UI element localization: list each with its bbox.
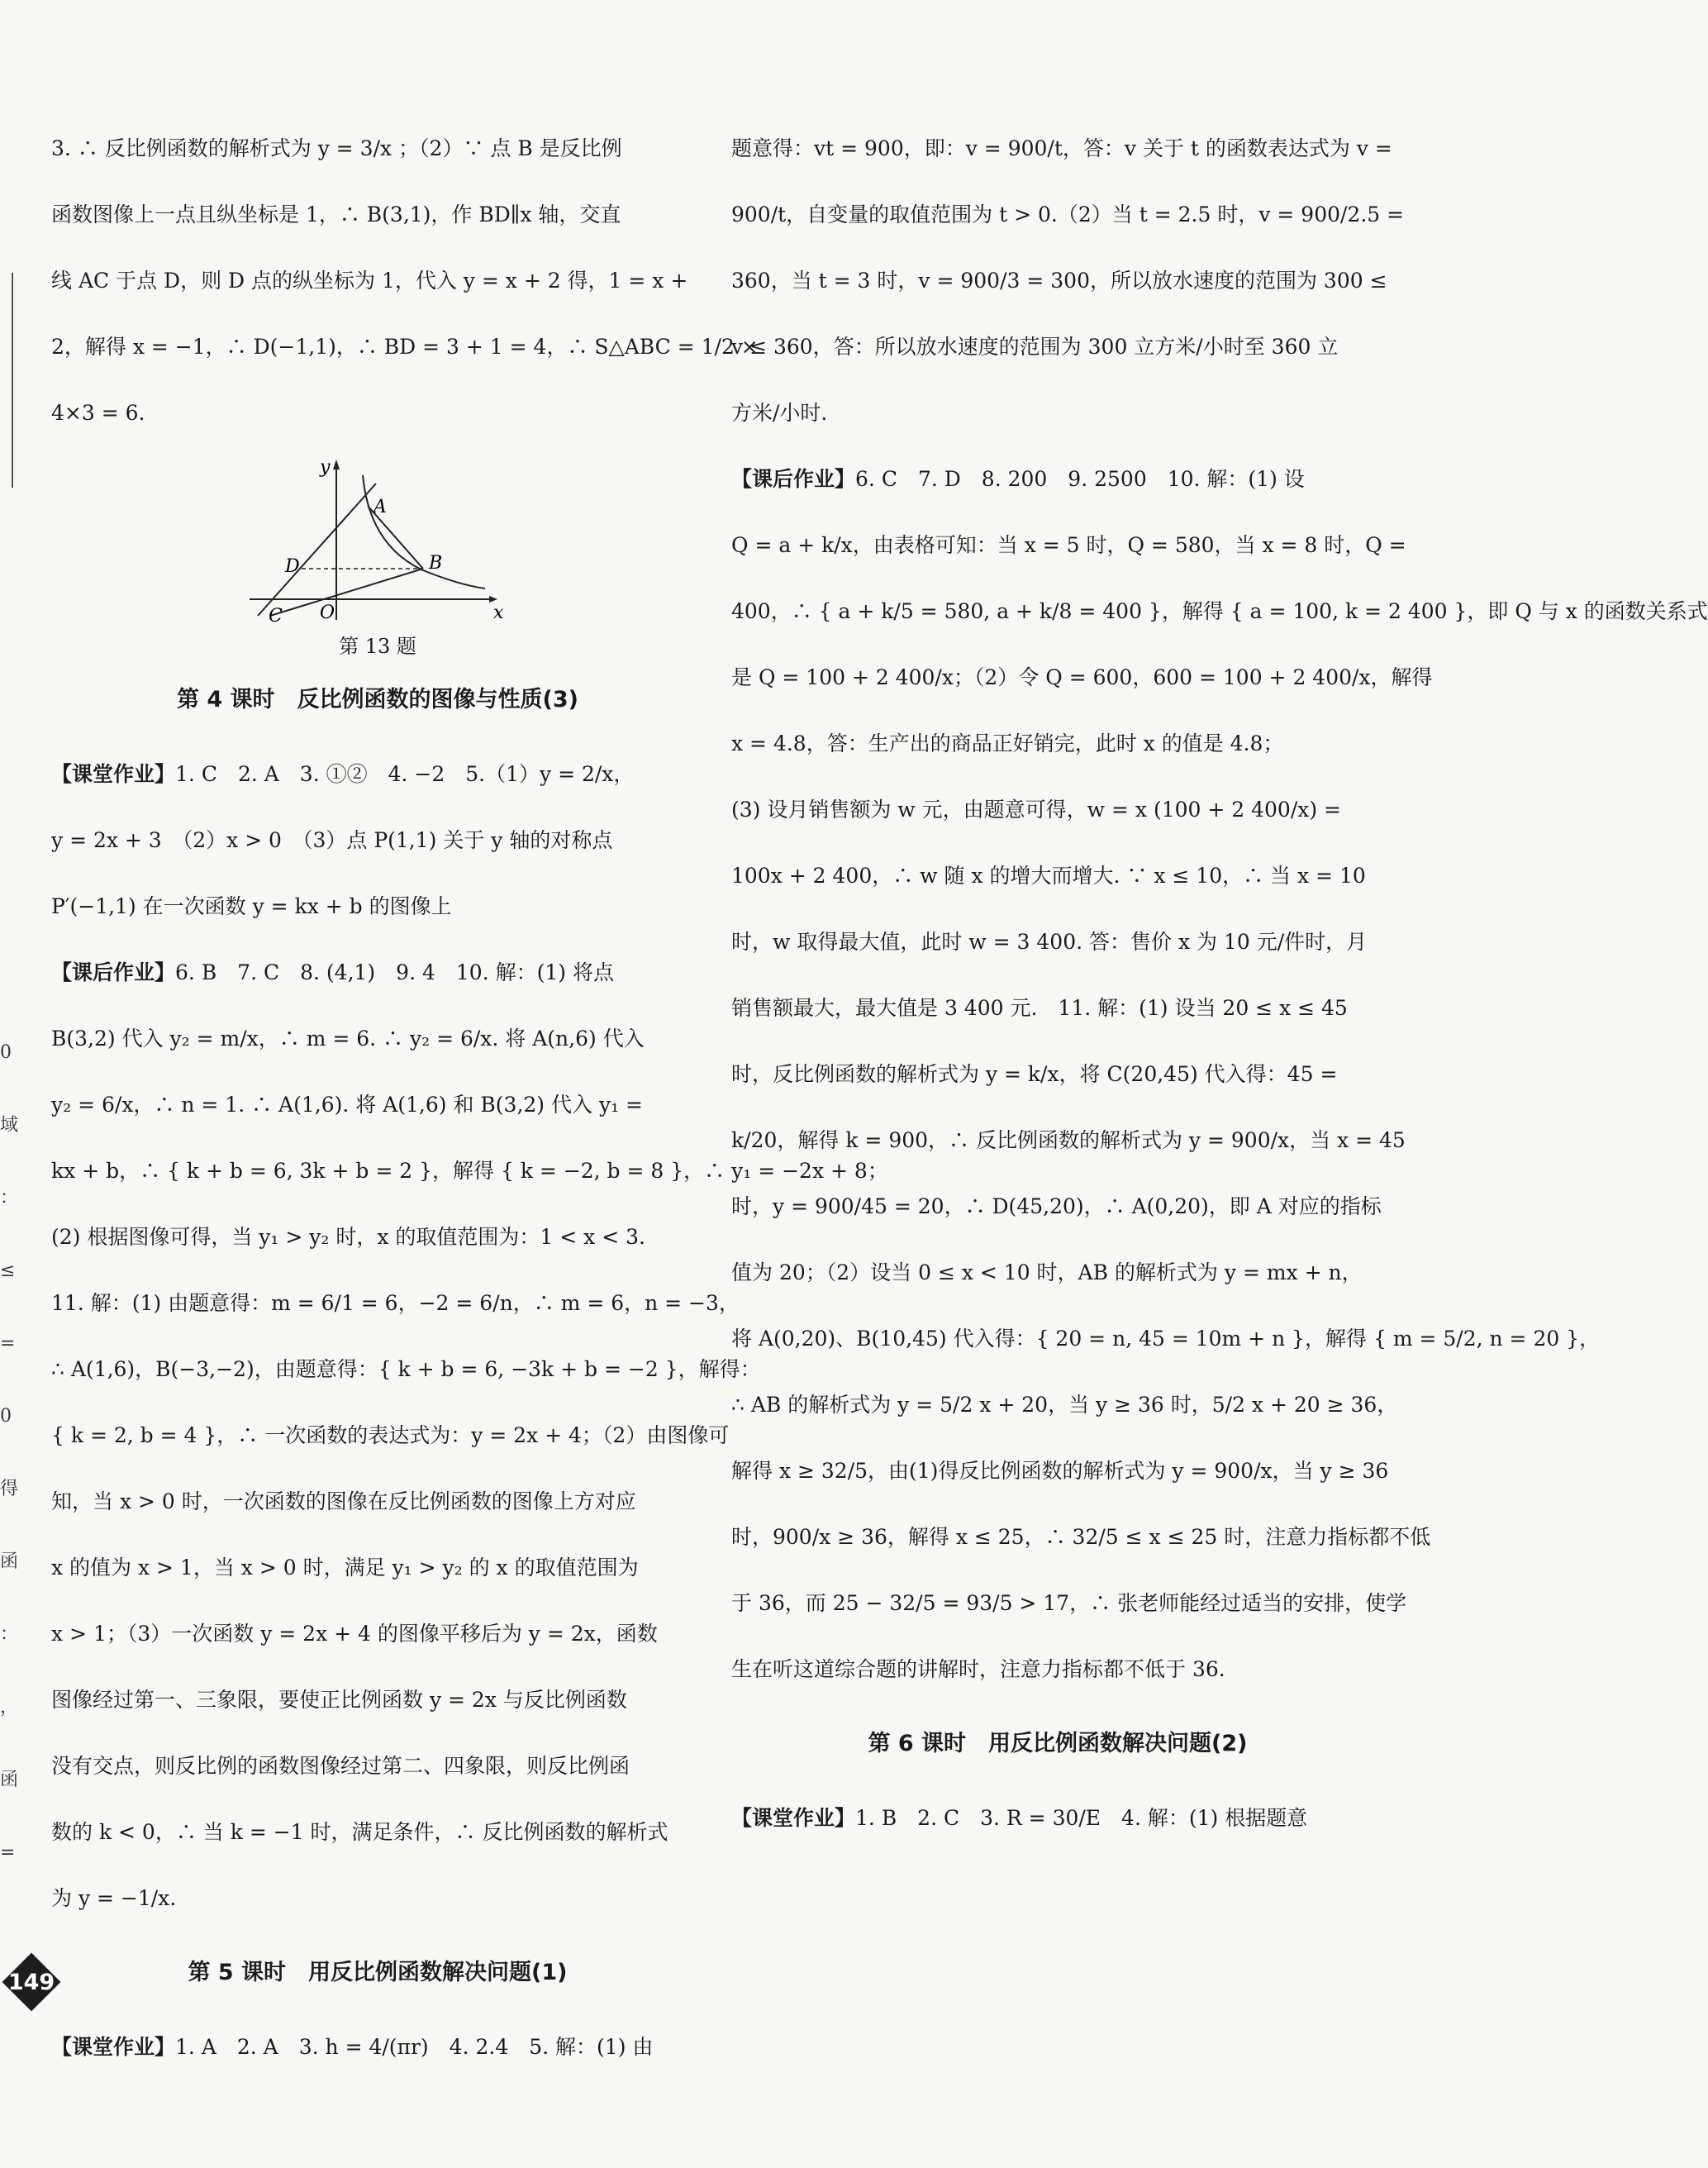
binding-edge-rule xyxy=(0,273,13,488)
text-line: 2，解得 x = −1，∴ D(−1,1)，∴ BD = 3 + 1 = 4，∴ S△ABC = 1/2 × xyxy=(51,335,759,359)
label-y: y xyxy=(320,457,331,478)
text-line: y₂ = 6/x，∴ n = 1. ∴ A(1,6). 将 A(1,6) 和 B(3,2) 代入 y₁ = xyxy=(51,1093,643,1117)
text-line: 时，y = 900/45 = 20，∴ D(45,20)，∴ A(0,20)，即 A 对应的指标 xyxy=(731,1194,1382,1218)
edge-fragment: = xyxy=(0,1333,16,1354)
line-text: 6. B 7. C 8. (4,1) 9. 4 10. 解：(1) 将点 xyxy=(175,960,614,984)
section-label: 【课堂作业】 xyxy=(731,1806,856,1830)
text-line: 时，w 取得最大值，此时 w = 3 400. 答：售价 x 为 10 元/件时，月 xyxy=(731,930,1368,954)
graph-diagram xyxy=(245,455,510,628)
text-line: 解得 x ≥ 32/5，由(1)得反比例函数的解析式为 y = 900/x，当 y ≥ 36 xyxy=(731,1459,1389,1483)
text-line xyxy=(731,1785,1384,1851)
text-line: x > 1；（3）一次函数 y = 2x + 4 的图像平移后为 y = 2x，函数 xyxy=(51,1622,658,1646)
text-line: 数的 k < 0，∴ 当 k = −1 时，满足条件，∴ 反比例函数的解析式 xyxy=(51,1820,668,1844)
label-A: A xyxy=(373,497,387,517)
text-line: { k = 2, b = 4 }，∴ 一次函数的表达式为：y = 2x + 4；（2）由图像可 xyxy=(51,1423,730,1447)
section-label: 【课堂作业】 xyxy=(51,762,176,786)
label-B: B xyxy=(429,553,443,574)
text-line: 没有交点，则反比例的函数图像经过第二、四象限，则反比例函 xyxy=(51,1754,630,1778)
text-line: (2) 根据图像可得，当 y₁ > y₂ 时，x 的取值范围为：1 < x < 3. xyxy=(51,1225,645,1249)
label-D: D xyxy=(285,556,300,577)
edge-fragment: 0 xyxy=(0,1042,12,1063)
text-line: 为 y = −1/x. xyxy=(51,1886,177,1910)
figure-caption: 第 13 题 xyxy=(339,635,416,658)
text-line: 100x + 2 400，∴ w 随 x 的增大而增大. ∵ x ≤ 10，∴ 当 x = 10 xyxy=(731,864,1366,888)
text-line: 题意得：vt = 900，即：v = 900/t，答：v 关于 t 的函数表达式为 v = xyxy=(731,136,1392,160)
label-O: O xyxy=(320,603,335,623)
text-line: 11. 解：(1) 由题意得：m = 6/1 = 6，−2 = 6/n，∴ m = 6，n = −3， xyxy=(51,1291,740,1315)
section-label: 【课后作业】 xyxy=(731,467,856,491)
text-line xyxy=(51,940,704,1006)
edge-fragment: 域 xyxy=(0,1115,19,1136)
page-number-badge xyxy=(2,1952,61,2012)
text-line: 图像经过第一、三象限，要使正比例函数 y = 2x 与反比例函数 xyxy=(51,1688,627,1712)
text-line: 400，∴ { a + k/5 = 580, a + k/8 = 400 }，解得 { a = 100, k = 2 400 }，即 Q 与 x 的函数关系式 xyxy=(731,599,1708,623)
text-line: Q = a + k/x，由表格可知：当 x = 5 时，Q = 580，当 x = 8 时，Q = xyxy=(731,533,1406,557)
text-line: 是 Q = 100 + 2 400/x；（2）令 Q = 600，600 = 100 + 2 400/x，解得 xyxy=(731,665,1433,689)
text-line: 值为 20；（2）设当 0 ≤ x < 10 时，AB 的解析式为 y = mx + n， xyxy=(731,1260,1363,1284)
text-line: 线 AC 于点 D，则 D 点的纵坐标为 1，代入 y = x + 2 得，1 = x + xyxy=(51,269,688,293)
text-line: 360，当 t = 3 时，v = 900/3 = 300，所以放水速度的范围为 300 ≤ xyxy=(731,269,1387,293)
text-line: 3. ∴ 反比例函数的解析式为 y = 3/x ；（2）∵ 点 B 是反比例 xyxy=(51,136,622,160)
section-label: 【课后作业】 xyxy=(51,960,176,984)
text-line: 4×3 = 6. xyxy=(51,401,145,425)
text-line: 900/t，自变量的取值范围为 t > 0.（2）当 t = 2.5 时，v = 900/2.5 = xyxy=(731,203,1405,226)
text-line: 方米/小时. xyxy=(731,401,828,425)
text-line: P′(−1,1) 在一次函数 y = kx + b 的图像上 xyxy=(51,894,452,918)
text-line: B(3,2) 代入 y₂ = m/x，∴ m = 6. ∴ y₂ = 6/x. 将 A(n,6) 代入 xyxy=(51,1027,645,1051)
text-line: 销售额最大，最大值是 3 400 元. 11. 解：(1) 设当 20 ≤ x ≤ 45 xyxy=(731,996,1348,1020)
edge-fragment: 函 xyxy=(0,1770,19,1790)
figure-13 xyxy=(51,455,704,659)
line-text: 1. C 2. A 3. ①② 4. −2 5.（1）y = 2/x， xyxy=(175,762,635,786)
edge-fragment: 得 xyxy=(0,1479,19,1499)
text-line: x 的值为 x > 1，当 x > 0 时，满足 y₁ > y₂ 的 x 的取值范围为 xyxy=(51,1556,639,1580)
section-label: 【课堂作业】 xyxy=(51,2035,176,2059)
section-heading: 第 5 课时 用反比例函数解决问题(1) xyxy=(188,1960,568,1985)
text-line: 将 A(0,20)、B(10,45) 代入得：{ 20 = n, 45 = 10m + n }，解得 { m = 5/2, n = 20 }， xyxy=(731,1327,1601,1351)
text-line: 于 36，而 25 − 32/5 = 93/5 > 17，∴ 张老师能经过适当的安排，使学 xyxy=(731,1591,1407,1615)
edge-fragment: 0 xyxy=(0,1406,12,1427)
edge-fragment: ， xyxy=(0,1697,19,1718)
edge-fragment: ： xyxy=(0,1624,19,1645)
right-column xyxy=(731,116,1708,1851)
text-line: x = 4.8，答：生产出的商品正好销完，此时 x 的值是 4.8； xyxy=(731,731,1284,755)
text-line: y = 2x + 3 （2）x > 0 （3）点 P(1,1) 关于 y 轴的对称点 xyxy=(51,828,613,852)
label-x: x xyxy=(493,603,504,623)
text-line: v ≤ 360，答：所以放水速度的范围为 300 立方米/小时至 360 立 xyxy=(731,335,1339,359)
text-line: 生在听这道综合题的讲解时，注意力指标都不低于 36. xyxy=(731,1657,1225,1681)
section-heading: 第 6 课时 用反比例函数解决问题(2) xyxy=(868,1731,1248,1756)
text-line: k/20，解得 k = 900，∴ 反比例函数的解析式为 y = 900/x，当 x = 45 xyxy=(731,1128,1406,1152)
line-text: 1. A 2. A 3. h = 4/(πr) 4. 2.4 5. 解：(1) 由 xyxy=(175,2035,654,2059)
section-heading: 第 4 课时 反比例函数的图像与性质(3) xyxy=(176,687,579,712)
text-line: 时，900/x ≥ 36，解得 x ≤ 25，∴ 32/5 ≤ x ≤ 25 时，注意力指标都不低 xyxy=(731,1525,1431,1549)
line-text: 1. B 2. C 3. R = 30/E 4. 解：(1) 根据题意 xyxy=(855,1806,1308,1830)
text-line: 函数图像上一点且纵坐标是 1，∴ B(3,1)，作 BD∥x 轴，交直 xyxy=(51,203,621,226)
text-line: (3) 设月销售额为 w 元，由题意可得，w = x (100 + 2 400/x) = xyxy=(731,798,1341,822)
text-line: 知，当 x > 0 时，一次函数的图像在反比例函数的图像上方对应 xyxy=(51,1489,636,1513)
text-line: ∴ AB 的解析式为 y = 5/2 x + 20，当 y ≥ 36 时，5/2 x + 20 ≥ 36， xyxy=(731,1393,1398,1417)
line-text: 6. C 7. D 8. 200 9. 2500 10. 解：(1) 设 xyxy=(855,467,1305,491)
edge-fragment: 函 xyxy=(0,1551,19,1572)
edge-fragment: = xyxy=(0,1842,16,1863)
edge-fragment: ≤ xyxy=(0,1260,16,1281)
label-C: C xyxy=(269,606,283,627)
text-line: 时，反比例函数的解析式为 y = k/x，将 C(20,45) 代入得：45 = xyxy=(731,1062,1338,1086)
text-line xyxy=(731,446,1384,512)
edge-fragment: ： xyxy=(0,1188,19,1208)
text-line: kx + b，∴ { k + b = 6, 3k + b = 2 }，解得 { k = −2, b = 8 }，∴ y₁ = −2x + 8； xyxy=(51,1159,888,1183)
cropped-edge-text xyxy=(0,1017,19,1889)
text-line xyxy=(51,2014,704,2080)
text-line xyxy=(51,741,704,808)
text-line: ∴ A(1,6)，B(−3,−2)，由题意得：{ k + b = 6, −3k + b = −2 }，解得： xyxy=(51,1357,761,1381)
page-number: 149 xyxy=(7,1969,55,1995)
